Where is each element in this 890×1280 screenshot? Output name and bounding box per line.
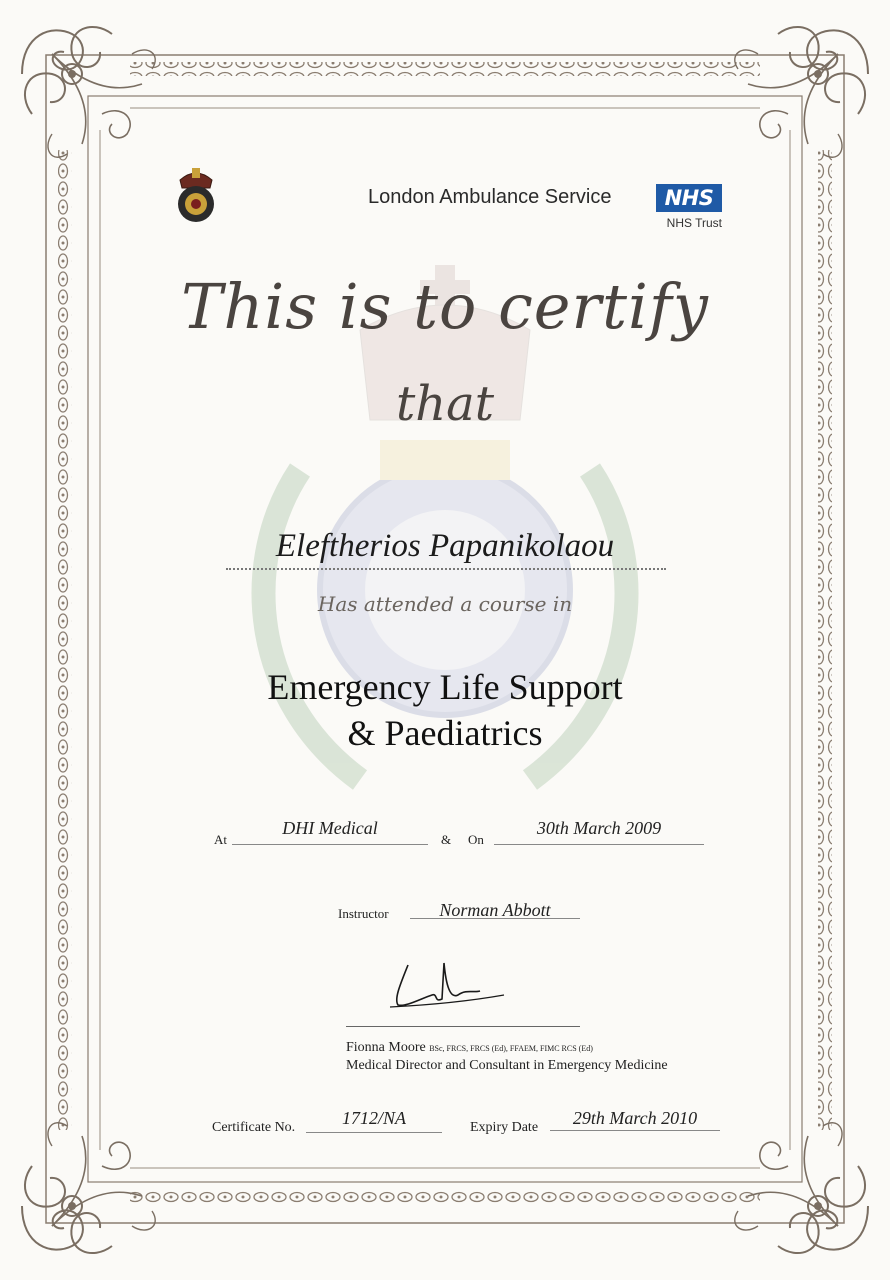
signatory-name-block [346, 1040, 593, 1056]
on-value: 30th March 2009 [536, 818, 662, 838]
signatory-name: Fionna Moore [346, 1040, 426, 1055]
signatory-title: Medical Director and Consultant in Emergency Medicine [346, 1058, 668, 1073]
signatory-qualifications: BSc, FRCS, FRCS (Ed), FFAEM, FIMC RCS (Ed) [429, 1044, 593, 1053]
organisation-name: London Ambulance Service [368, 186, 612, 208]
at-underline [232, 844, 428, 845]
nhs-trust-label: NHS Trust [666, 216, 722, 230]
recipient-name: Eleftherios Papanikolaou [275, 528, 615, 564]
certificate-headline: This is to certify [181, 270, 709, 343]
nhs-logo: NHS [656, 184, 722, 212]
certificate-no-label: Certificate No. [212, 1120, 296, 1135]
expiry-date-label: Expiry Date [470, 1120, 539, 1135]
at-value: DHI Medical [282, 818, 378, 838]
crest-logo [172, 166, 220, 228]
certificate-no-value: 1712/NA [341, 1108, 406, 1128]
certificate-no-underline [306, 1132, 442, 1133]
on-underline [494, 844, 704, 845]
instructor-underline [410, 918, 580, 919]
attended-text: Has attended a course in [317, 592, 573, 616]
at-label: At [214, 832, 227, 847]
course-title-line-2: & Paediatrics [347, 713, 543, 753]
signature-line [346, 1026, 580, 1027]
course-title-line-1: Emergency Life Support [267, 667, 623, 707]
signature [380, 955, 510, 1015]
ampersand-label: & [441, 832, 452, 847]
on-label: On [468, 832, 484, 847]
expiry-date-underline [550, 1130, 720, 1131]
certificate-headline-that: that [395, 376, 495, 432]
instructor-label: Instructor [338, 906, 389, 921]
instructor-value: Norman Abbott [439, 900, 551, 920]
expiry-date-value: 29th March 2010 [572, 1108, 698, 1128]
recipient-dotted-line [226, 568, 666, 570]
